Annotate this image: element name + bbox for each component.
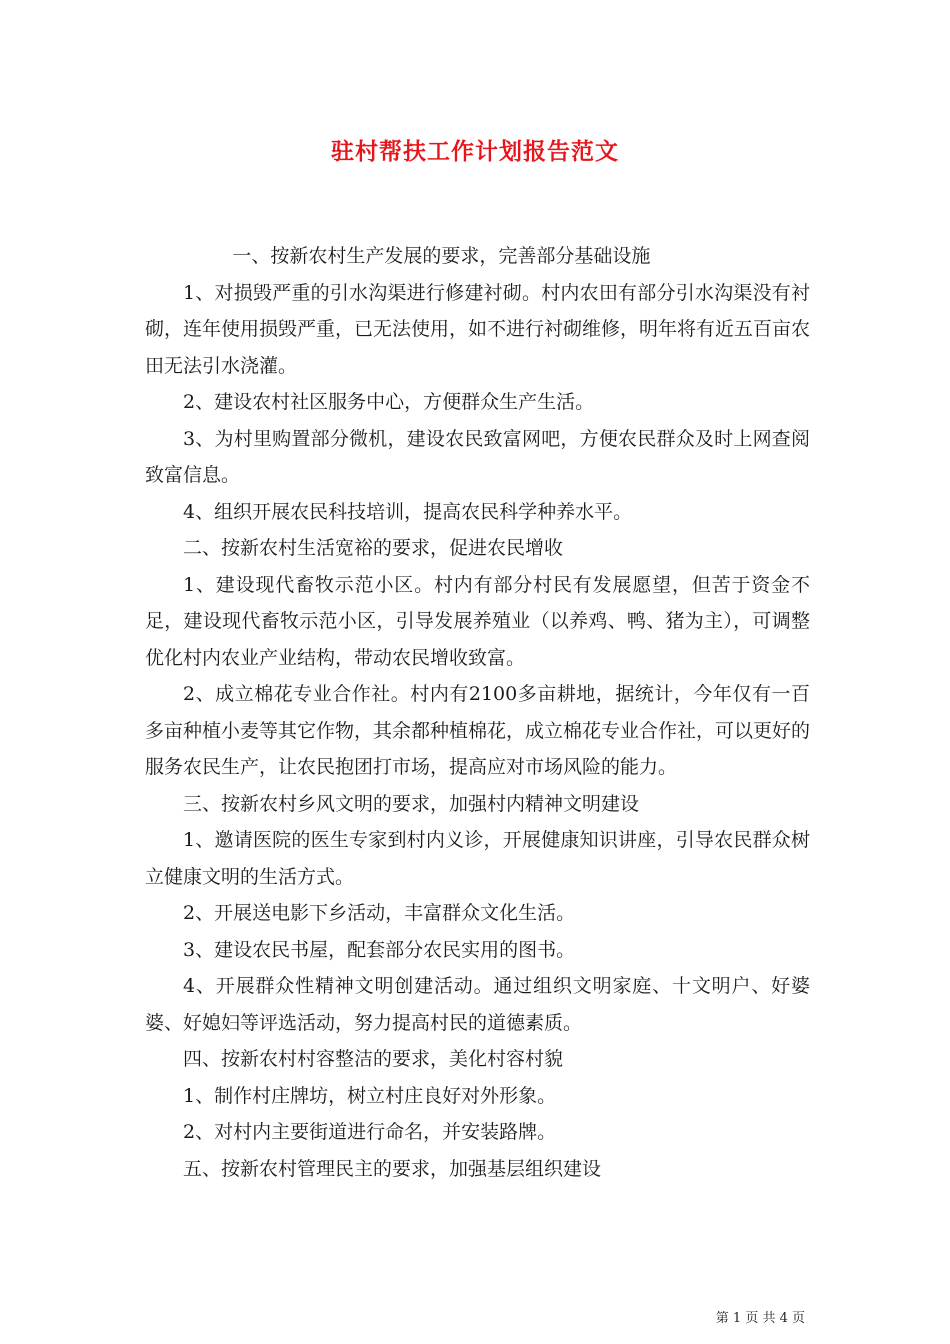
document-body bbox=[145, 238, 810, 1187]
paragraph: 4、组织开展农民科技培训，提高农民科学种养水平。 bbox=[183, 500, 633, 523]
paragraph: 2、成立棉花专业合作社。村内有2100多亩耕地，据统计，今年仅有一百多亩种植小麦等其它作物，其余都种植棉花，成立棉花专业合作社，可以更好的服务农民生产，让农民抱团打市场，提高应对市场风险的能力。 bbox=[145, 683, 811, 778]
section-heading-3: 三、按新农村乡风文明的要求，加强村内精神文明建设 bbox=[183, 792, 640, 815]
paragraph: 1、对损毁严重的引水沟渠进行修建衬砌。村内农田有部分引水沟渠没有衬砌，连年使用损毁严重，已无法使用，如不进行衬砌维修，明年将有近五百亩农田无法引水浇灌。 bbox=[145, 281, 811, 377]
page-number-footer: 第 1 页 共 4 页 bbox=[715, 1311, 805, 1326]
section-heading-5: 五、按新农村管理民主的要求，加强基层组织建设 bbox=[183, 1157, 602, 1180]
paragraph: 4、开展群众性精神文明创建活动。通过组织文明家庭、十文明户、好婆婆、好媳妇等评选活动，努力提高村民的道德素质。 bbox=[145, 975, 810, 1034]
paragraph: 1、建设现代畜牧示范小区。村内有部分村民有发展愿望，但苦于资金不足，建设现代畜牧示范小区，引导发展养殖业（以养鸡、鸭、猪为主），可调整优化村内农业产业结构，带动农民增收致富。 bbox=[145, 573, 810, 669]
paragraph: 2、开展送电影下乡活动，丰富群众文化生活。 bbox=[183, 902, 576, 924]
section-heading-1: 一、按新农村生产发展的要求，完善部分基础设施 bbox=[232, 245, 651, 267]
paragraph: 3、为村里购置部分微机，建设农民致富网吧，方便农民群众及时上网查阅致富信息。 bbox=[145, 427, 810, 486]
paragraph: 1、制作村庄牌坊，树立村庄良好对外形象。 bbox=[183, 1084, 557, 1107]
section-heading-2: 二、按新农村生活宽裕的要求，促进农民增收 bbox=[183, 537, 564, 559]
document-title: 驻村帮扶工作计划报告范文 bbox=[331, 138, 619, 165]
paragraph: 1、邀请医院的医生专家到村内义诊，开展健康知识讲座，引导农民群众树立健康文明的生活方式。 bbox=[145, 829, 810, 888]
section-heading-4: 四、按新农村村容整洁的要求，美化村容村貌 bbox=[183, 1048, 564, 1070]
paragraph: 3、建设农民书屋，配套部分农民实用的图书。 bbox=[183, 938, 576, 961]
paragraph: 2、对村内主要街道进行命名，并安装路牌。 bbox=[183, 1121, 557, 1143]
paragraph: 2、建设农村社区服务中心，方便群众生产生活。 bbox=[183, 391, 595, 413]
